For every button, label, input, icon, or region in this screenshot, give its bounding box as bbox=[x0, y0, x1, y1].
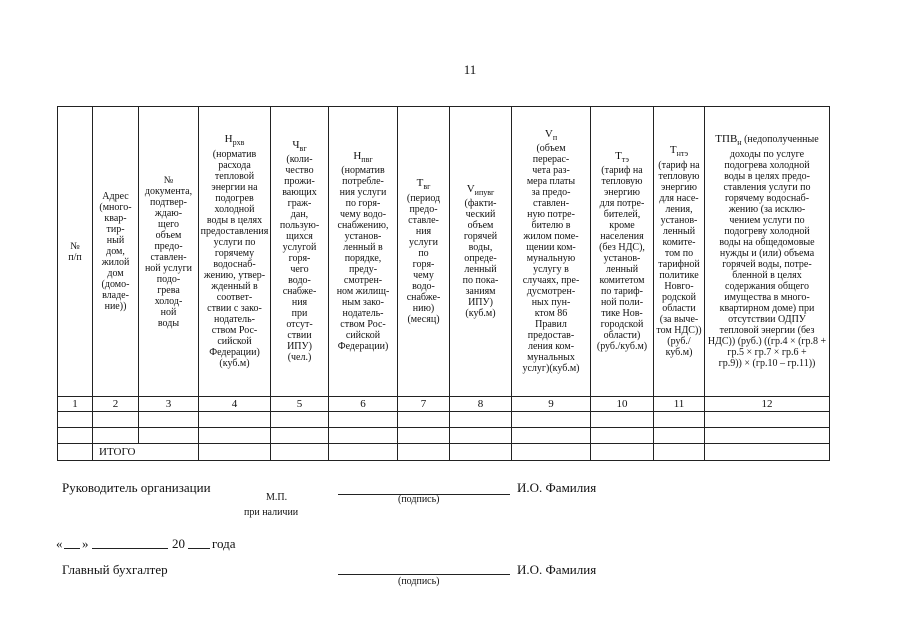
table-row bbox=[58, 428, 830, 444]
name-placeholder: И.О. Фамилия bbox=[517, 480, 597, 495]
head-label: Руководитель организации bbox=[62, 480, 211, 495]
column-number: 6 bbox=[329, 397, 398, 412]
name-placeholder-2: И.О. Фамилия bbox=[517, 562, 597, 577]
header-cell-10: $Т_{тэ}$ (тариф на тепловую энергию для потре- бителей, кроме населения (без НДС), установ- ленный комитетом по тариф- ной поли- тике Нов- городской области) (руб./куб.м) bbox=[591, 107, 654, 397]
total-row bbox=[58, 444, 830, 461]
column-number: 9 bbox=[512, 397, 591, 412]
column-number: 11 bbox=[654, 397, 705, 412]
column-number: 10 bbox=[591, 397, 654, 412]
date-year-prefix: 20 bbox=[172, 536, 185, 551]
accountant-label: Главный бухгалтер bbox=[62, 562, 168, 577]
header-cell-3: № документа, подтвер- ждаю- щего объем предо- ставлен- ной услуги подо- грева холод- ной воды bbox=[139, 107, 199, 397]
column-number: 5 bbox=[271, 397, 329, 412]
header-cell-11: $Т_{нтэ}$ (тариф на тепловую энергию для насе- ления, установ- ленный комите- том по тарифной политике Новго- родской области (за выче- том НДС)) (руб./ куб.м) bbox=[654, 107, 705, 397]
date-day-line bbox=[64, 548, 80, 549]
header-cell-1: № п/п bbox=[58, 107, 93, 397]
date-quote-close: » bbox=[82, 536, 89, 551]
header-cell-2: Адрес (много- квар- тир- ный дом, жилой дом (домо- владе- ние)) bbox=[93, 107, 139, 397]
column-number: 7 bbox=[398, 397, 450, 412]
column-number: 4 bbox=[199, 397, 271, 412]
table-row bbox=[58, 412, 830, 428]
signature-caption-2: (подпись) bbox=[398, 576, 440, 587]
table-header-row bbox=[58, 107, 830, 397]
total-label: ИТОГО bbox=[93, 444, 199, 461]
date-quote-open: « bbox=[56, 536, 63, 551]
column-number: 8 bbox=[450, 397, 512, 412]
mp-label: М.П. bbox=[266, 492, 288, 503]
date-month-line bbox=[92, 548, 168, 549]
date-suffix: года bbox=[212, 536, 236, 551]
column-number: 12 bbox=[705, 397, 830, 412]
column-number: 2 bbox=[93, 397, 139, 412]
signature-line-2 bbox=[338, 574, 510, 575]
report-table bbox=[57, 106, 830, 461]
signature-caption: (подпись) bbox=[398, 494, 440, 505]
header-cell-7: $Т_{вг}$ (период предо- ставле- ния услуги по горя- чему водо- снабже- нию) (месяц) bbox=[398, 107, 450, 397]
header-cell-12: $ТПВ_н$ (недополученные доходы по услуге подогрева холодной воды в целях предо- ставления услуги по горячему водоснаб- жению (за исклю- чением услуги по подогреву холодной воды на общедомовые нужды и (или) объема горячей воды, потре- бленной в целях содержания общего имущества в много- квартирном доме) при отсутствии ОДПУ тепловой энергии (без НДС)) (руб.) ((гр.4 × (гр.8 + гр.5 × гр.7 × гр.6 + гр.9)) × (гр.10 – гр.11)) bbox=[705, 107, 830, 397]
header-cell-6: $Н_{пвг}$ (норматив потребле- ния услуги по горя- чему водо- снабжению, установ- ленный в порядке, преду- смотрен- ном жилищ- ным зако- нодатель- ством Рос- сийской Федерации) bbox=[329, 107, 398, 397]
mp-note: при наличии bbox=[244, 507, 299, 518]
column-number: 3 bbox=[139, 397, 199, 412]
page-number: 11 bbox=[463, 62, 477, 77]
header-cell-4: $Н_{рхв}$ (норматив расхода тепловой энергии на подогрев холодной воды в целях предоставления услуги по горячему водоснаб- жению, утвер- жденный в соответ- ствии с зако- нодатель- ством Рос- сийской Федерации) (куб.м) bbox=[199, 107, 271, 397]
column-number-row bbox=[58, 397, 830, 412]
column-number: 1 bbox=[58, 397, 93, 412]
header-cell-9: $V_п$ (объем перерас- чета раз- мера платы за предо- ставлен- ную потре- бителю в жилом поме- щении ком- мунальную услугу в случаях, пре- дусмотрен- ных пун- ктом 86 Правил предостав- ления ком- мунальных услуг)(куб.м) bbox=[512, 107, 591, 397]
header-cell-5: $Ч_{вг}$ (коли- чество прожи- вающих граж- дан, пользую- щихся услугой горя- чего водо- снабже- ния при отсут- ствии ИПУ) (чел.) bbox=[271, 107, 329, 397]
date-year-line bbox=[188, 548, 210, 549]
header-cell-8: $V_{ипувг}$ (факти- ческий объем горячей воды, опреде- ленный по пока- заниям ИПУ) (куб.м) bbox=[450, 107, 512, 397]
